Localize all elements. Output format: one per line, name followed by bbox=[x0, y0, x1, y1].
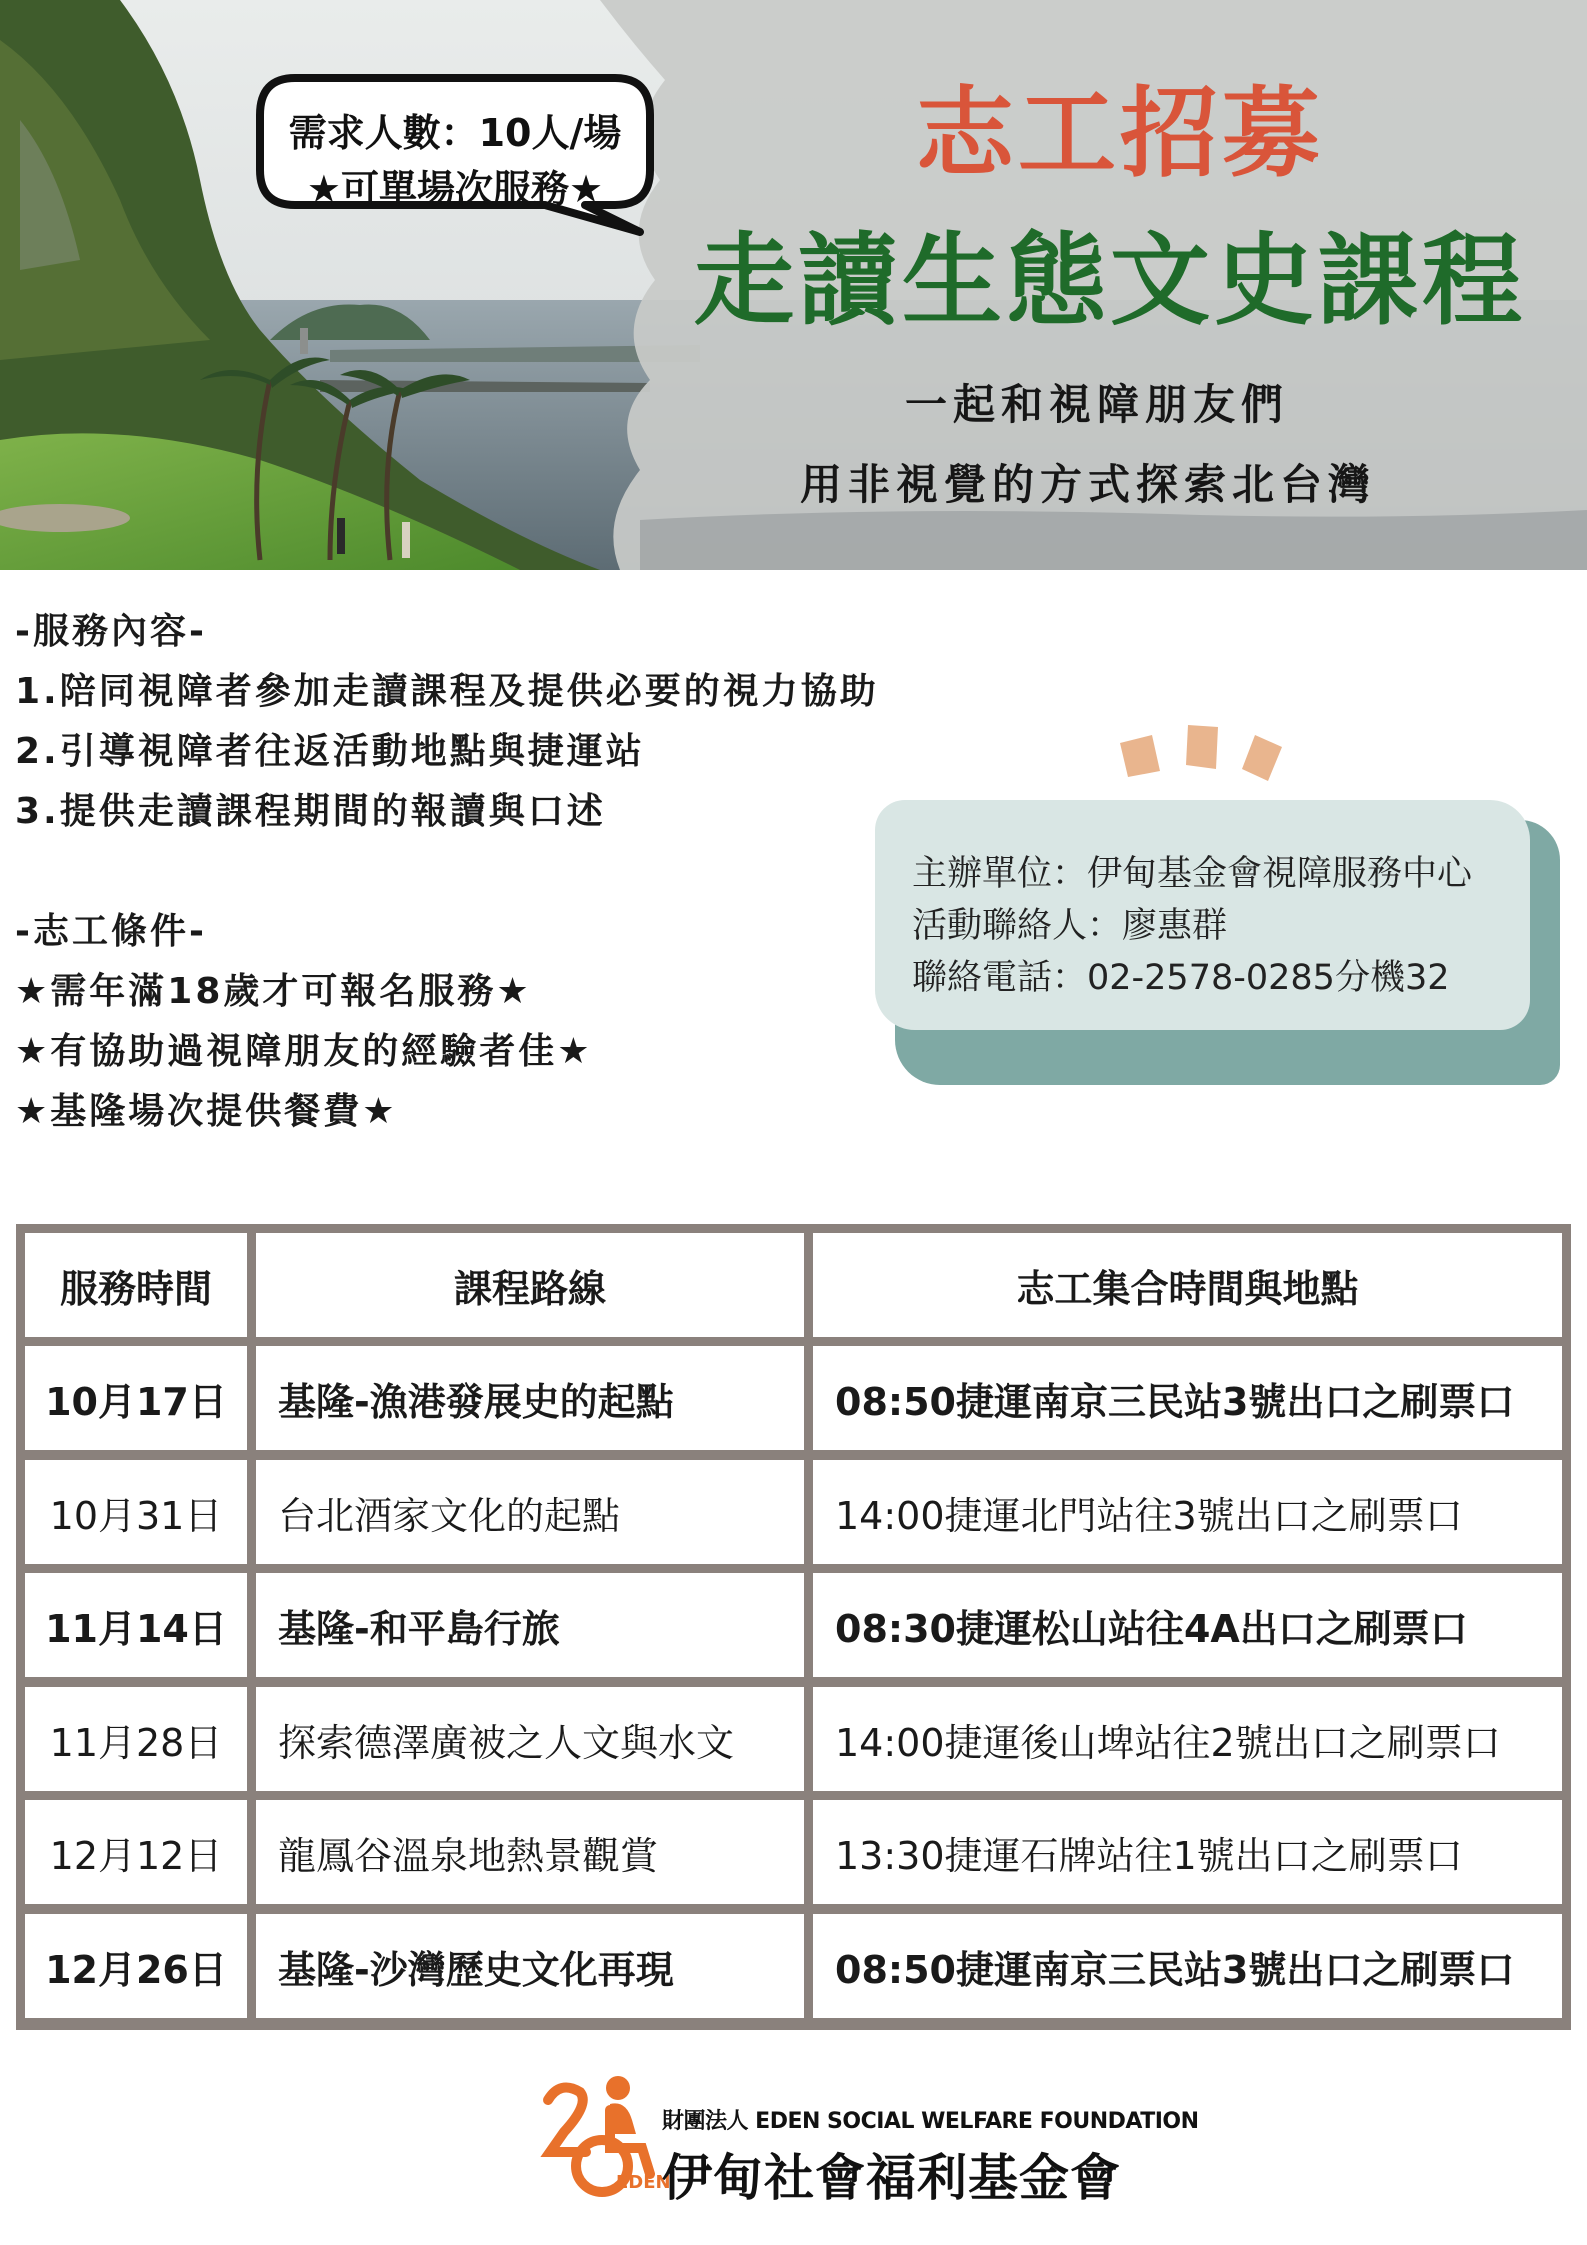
bubble-text bbox=[245, 105, 665, 217]
schedule-table bbox=[16, 1224, 1571, 2030]
table-cell-route: 基隆-沙灣歷史文化再現 bbox=[256, 1914, 804, 2018]
requirement-item: ★需年滿18歲才可報名服務★ bbox=[15, 971, 532, 1012]
table-cell-meeting: 08:50捷運南京三民站3號出口之刷票口 bbox=[813, 1346, 1562, 1450]
phone-text: 聯絡電話：02-2578-0285分機32 bbox=[912, 958, 1450, 998]
table-cell-date: 10月31日 bbox=[25, 1460, 247, 1564]
requirements-heading: -志工條件- bbox=[15, 911, 207, 952]
single-session-text: ★可單場次服務★ bbox=[306, 167, 604, 211]
foundation-english-name: 財團法人 EDEN SOCIAL WELFARE FOUNDATION bbox=[662, 2109, 1199, 2134]
subtitle-line1: 一起和視障朋友們 bbox=[905, 380, 1290, 429]
page-title: 志工招募 bbox=[915, 77, 1324, 191]
table-cell-date: 12月12日 bbox=[25, 1800, 247, 1904]
logo-mark-text: EDEN bbox=[616, 2172, 671, 2193]
table-header-route: 課程路線 bbox=[256, 1233, 804, 1337]
table-cell-route: 基隆-和平島行旅 bbox=[256, 1573, 804, 1677]
service-item: 1.陪同視障者參加走讀課程及提供必要的視力協助 bbox=[15, 671, 879, 712]
table-cell-meeting: 14:00捷運北門站往3號出口之刷票口 bbox=[813, 1460, 1562, 1564]
service-item: 3.提供走讀課程期間的報讀與口述 bbox=[15, 791, 606, 832]
table-cell-meeting: 08:50捷運南京三民站3號出口之刷票口 bbox=[813, 1914, 1562, 2018]
subtitle-line2: 用非視覺的方式探索北台灣 bbox=[800, 460, 1377, 509]
table-cell-route: 探索德澤廣被之人文與水文 bbox=[256, 1687, 804, 1791]
requirement-item: ★基隆場次提供餐費★ bbox=[15, 1091, 398, 1132]
contact-info bbox=[912, 848, 1472, 1004]
requirement-item: ★有協助過視障朋友的經驗者佳★ bbox=[15, 1031, 593, 1072]
service-item: 2.引導視障者往返活動地點與捷運站 bbox=[15, 731, 645, 772]
course-title: 走讀生態文史課程 bbox=[694, 222, 1526, 339]
table-cell-route: 基隆-漁港發展史的起點 bbox=[256, 1346, 804, 1450]
confetti-deco-icon bbox=[1110, 725, 1310, 795]
table-cell-date: 11月28日 bbox=[25, 1687, 247, 1791]
requirements-section bbox=[15, 902, 593, 1142]
table-cell-date: 11月14日 bbox=[25, 1573, 247, 1677]
headcount-text: 需求人數：10人/場 bbox=[288, 111, 622, 155]
table-header-date: 服務時間 bbox=[25, 1233, 247, 1337]
table-cell-route: 台北酒家文化的起點 bbox=[256, 1460, 804, 1564]
table-cell-meeting: 08:30捷運松山站往4A出口之刷票口 bbox=[813, 1573, 1562, 1677]
table-cell-meeting: 14:00捷運後山埤站往2號出口之刷票口 bbox=[813, 1687, 1562, 1791]
header-banner bbox=[0, 0, 1587, 570]
table-cell-meeting: 13:30捷運石牌站往1號出口之刷票口 bbox=[813, 1800, 1562, 1904]
foundation-name: 伊甸社會福利基金會 bbox=[662, 2149, 1121, 2207]
table-cell-date: 10月17日 bbox=[25, 1346, 247, 1450]
organizer-text: 主辦單位：伊甸基金會視障服務中心 bbox=[912, 854, 1473, 894]
service-heading: -服務內容- bbox=[15, 611, 207, 652]
table-cell-date: 12月26日 bbox=[25, 1914, 247, 2018]
contact-person-text: 活動聯絡人：廖惠群 bbox=[912, 906, 1228, 946]
table-cell-route: 龍鳳谷溫泉地熱景觀賞 bbox=[256, 1800, 804, 1904]
service-section bbox=[15, 602, 879, 842]
table-header-meeting: 志工集合時間與地點 bbox=[813, 1233, 1562, 1337]
